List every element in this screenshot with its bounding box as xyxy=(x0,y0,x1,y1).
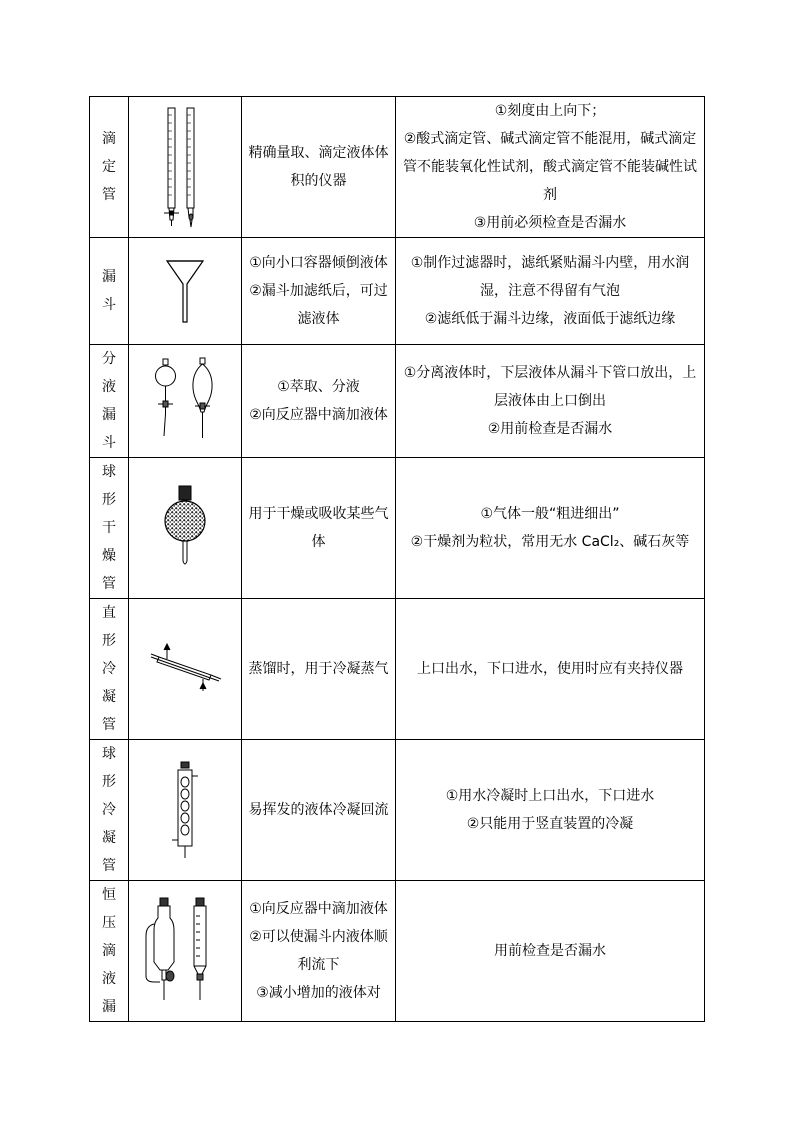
straight-condenser-icon xyxy=(145,639,225,699)
table-row xyxy=(90,881,705,1022)
apparatus-figure xyxy=(129,345,242,458)
apparatus-name: 球 形 冷 凝 管 xyxy=(90,740,129,881)
apparatus-name: 恒 压 滴 液 漏 xyxy=(90,881,129,1022)
apparatus-use: ①向小口容器倾倒液体 ②漏斗加滤纸后，可过滤液体 xyxy=(242,238,396,345)
apparatus-notes: ①刻度由上向下； ②酸式滴定管、碱式滴定管不能混用，碱式滴定管不能装氧化性试剂，酸式滴定管不能装碱性试剂 ③用前必须检查是否漏水 xyxy=(396,97,705,238)
apparatus-use: 用于干燥或吸收某些气体 xyxy=(242,458,396,599)
burette-icon xyxy=(145,105,225,230)
apparatus-name: 漏 斗 xyxy=(90,238,129,345)
table-row xyxy=(90,97,705,238)
apparatus-figure xyxy=(129,97,242,238)
apparatus-figure xyxy=(129,238,242,345)
table-row xyxy=(90,458,705,599)
separatory-funnel-icon xyxy=(140,356,230,446)
table-row xyxy=(90,599,705,740)
apparatus-notes: ①分离液体时，下层液体从漏斗下管口放出，上层液体由上口倒出 ②用前检查是否漏水 xyxy=(396,345,705,458)
apparatus-use: 蒸馏时，用于冷凝蒸气 xyxy=(242,599,396,740)
apparatus-name: 球 形 干 燥 管 xyxy=(90,458,129,599)
apparatus-notes: 上口出水，下口进水，使用时应有夹持仪器 xyxy=(396,599,705,740)
apparatus-figure xyxy=(129,458,242,599)
table-row xyxy=(90,238,705,345)
apparatus-figure xyxy=(129,599,242,740)
apparatus-notes: 用前检查是否漏水 xyxy=(396,881,705,1022)
apparatus-name: 滴 定 管 xyxy=(90,97,129,238)
pressure-equalizing-funnel-icon xyxy=(140,896,230,1006)
table-row xyxy=(90,740,705,881)
drying-tube-icon xyxy=(155,483,215,573)
apparatus-name: 直 形 冷 凝 管 xyxy=(90,599,129,740)
apparatus-notes: ①用水冷凝时上口出水，下口进水 ②只能用于竖直装置的冷凝 xyxy=(396,740,705,881)
apparatus-use: 易挥发的液体冷凝回流 xyxy=(242,740,396,881)
apparatus-use: ①萃取、分液 ②向反应器中滴加液体 xyxy=(242,345,396,458)
bulb-condenser-icon xyxy=(165,760,205,860)
apparatus-use: ①向反应器中滴加液体 ②可以使漏斗内液体顺利流下 ③减小增加的液体对 xyxy=(242,881,396,1022)
funnel-icon xyxy=(155,256,215,326)
apparatus-notes: ①气体一般“粗进细出” ②干燥剂为粒状，常用无水 CaCl₂、碱石灰等 xyxy=(396,458,705,599)
table-row xyxy=(90,345,705,458)
apparatus-table xyxy=(89,96,705,1022)
apparatus-figure xyxy=(129,881,242,1022)
apparatus-name: 分 液 漏 斗 xyxy=(90,345,129,458)
apparatus-use: 精确量取、滴定液体体积的仪器 xyxy=(242,97,396,238)
apparatus-figure xyxy=(129,740,242,881)
apparatus-notes: ①制作过滤器时，滤纸紧贴漏斗内壁，用水润湿，注意不得留有气泡 ②滤纸低于漏斗边缘，液面低于滤纸边缘 xyxy=(396,238,705,345)
